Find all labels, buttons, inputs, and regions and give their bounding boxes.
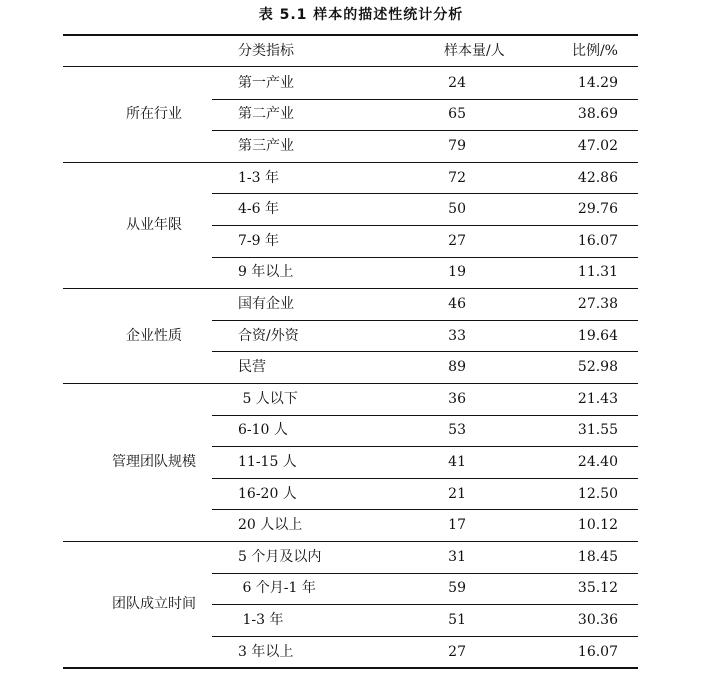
row-label: 3 年以上 <box>238 643 294 660</box>
row-count: 50 <box>448 201 466 218</box>
row-label: 6-10 人 <box>238 422 288 439</box>
group-rule <box>63 288 638 289</box>
row-count: 65 <box>448 106 466 123</box>
row-ratio: 31.55 <box>577 422 618 439</box>
row-label: 第一产业 <box>238 74 294 91</box>
row-rule <box>212 320 638 321</box>
row-ratio: 38.69 <box>577 106 618 123</box>
row-label: 1-3 年 <box>238 612 284 628</box>
row-label: 7-9 年 <box>238 232 279 249</box>
group-rule <box>63 383 638 384</box>
row-rule <box>212 351 638 352</box>
group-category: 从业年限 <box>126 217 182 233</box>
row-label: 5 个月及以内 <box>238 548 322 565</box>
row-label: 1-3 年 <box>238 169 279 186</box>
row-rule <box>212 636 638 637</box>
row-rule <box>212 446 638 447</box>
group-rule <box>63 541 638 542</box>
row-rule <box>212 99 638 100</box>
header-ratio: 比例/% <box>571 43 618 59</box>
row-ratio: 10.12 <box>577 517 618 534</box>
table-title: 表 5.1 样本的描述性统计分析 <box>258 7 464 23</box>
row-rule <box>212 193 638 194</box>
row-count: 41 <box>448 454 466 470</box>
row-count: 46 <box>448 296 466 312</box>
row-count: 17 <box>448 517 466 534</box>
row-count: 27 <box>448 643 466 660</box>
row-rule <box>212 604 638 605</box>
row-count: 53 <box>448 422 466 439</box>
row-count: 36 <box>448 390 466 407</box>
row-ratio: 11.31 <box>577 264 618 281</box>
row-count: 27 <box>448 232 466 249</box>
row-rule <box>212 415 638 416</box>
row-ratio: 16.07 <box>577 643 618 660</box>
row-label: 第二产业 <box>238 106 294 123</box>
row-count: 51 <box>448 612 466 628</box>
row-count: 33 <box>448 327 466 344</box>
row-count: 72 <box>448 169 466 186</box>
header-indicator: 分类指标 <box>238 43 294 59</box>
row-ratio: 35.12 <box>577 580 618 597</box>
row-count: 21 <box>448 485 466 502</box>
table-bottom-rule <box>63 667 638 669</box>
row-rule <box>212 225 638 226</box>
row-count: 59 <box>448 580 466 597</box>
row-label: 16-20 人 <box>238 485 297 502</box>
row-label: 第三产业 <box>238 138 294 154</box>
row-ratio: 16.07 <box>577 232 618 249</box>
group-rule <box>63 162 638 163</box>
row-rule <box>212 509 638 510</box>
row-label: 民营 <box>238 359 266 376</box>
row-count: 89 <box>448 359 466 376</box>
row-label: 6 个月-1 年 <box>238 580 316 597</box>
row-count: 19 <box>448 264 466 281</box>
row-rule <box>212 130 638 131</box>
row-ratio: 29.76 <box>577 201 618 218</box>
row-label: 5 人以下 <box>238 390 298 407</box>
row-label: 11-15 人 <box>238 454 297 470</box>
row-rule <box>212 573 638 574</box>
row-ratio: 24.40 <box>577 454 618 470</box>
group-category: 所在行业 <box>126 106 182 123</box>
row-count: 31 <box>448 548 466 565</box>
row-ratio: 19.64 <box>577 327 618 344</box>
header-count: 样本量/人 <box>444 43 505 59</box>
row-ratio: 42.86 <box>577 169 618 186</box>
table-top-rule <box>63 34 638 36</box>
row-ratio: 12.50 <box>577 485 618 502</box>
row-ratio: 47.02 <box>577 138 618 154</box>
row-label: 9 年以上 <box>238 264 294 281</box>
row-label: 国有企业 <box>238 296 294 312</box>
row-ratio: 14.29 <box>577 74 618 91</box>
row-ratio: 21.43 <box>577 390 618 407</box>
row-label: 合资/外资 <box>238 327 299 344</box>
row-label: 4-6 年 <box>238 201 279 218</box>
row-ratio: 27.38 <box>577 296 618 312</box>
row-label: 20 人以上 <box>238 517 303 534</box>
row-rule <box>212 478 638 479</box>
row-count: 24 <box>448 74 466 91</box>
group-category: 企业性质 <box>126 327 182 344</box>
group-category: 团队成立时间 <box>112 596 196 613</box>
row-ratio: 30.36 <box>577 612 618 628</box>
group-category: 管理团队规模 <box>112 454 196 470</box>
row-ratio: 18.45 <box>577 548 618 565</box>
row-count: 79 <box>448 138 466 154</box>
header-rule <box>63 66 638 67</box>
row-rule <box>212 257 638 258</box>
row-ratio: 52.98 <box>577 359 618 376</box>
